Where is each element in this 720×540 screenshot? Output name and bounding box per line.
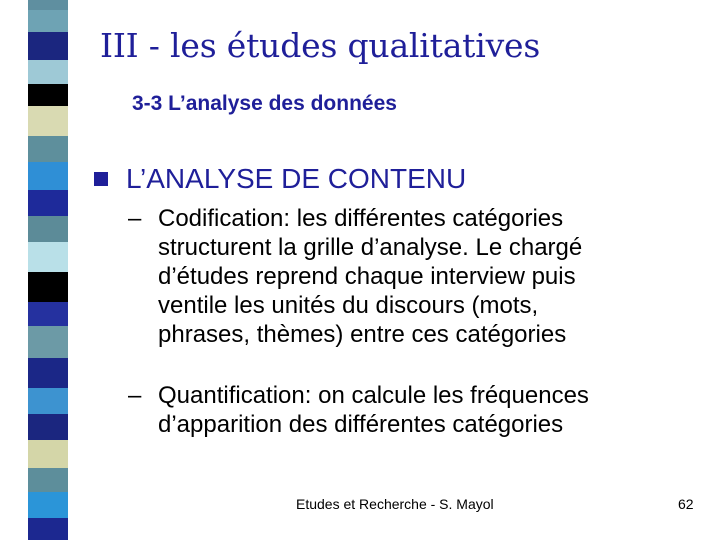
stripe-block [28, 388, 68, 414]
square-bullet-icon [94, 172, 108, 186]
stripe-block [28, 10, 68, 32]
stripe-block [28, 162, 68, 190]
stripe-block [28, 106, 68, 136]
stripe-block [28, 326, 68, 358]
page-number: 62 [678, 496, 694, 512]
stripe-block [28, 492, 68, 518]
stripe-block [28, 414, 68, 440]
dash-icon: – [128, 382, 142, 409]
slide-subtitle: 3-3 L’analyse des données [132, 92, 397, 115]
stripe-block [28, 136, 68, 162]
dash-icon: – [128, 205, 142, 232]
sub-bullet-codification [128, 204, 688, 349]
stripe-block [28, 302, 68, 326]
stripe-block [28, 468, 68, 492]
sub-bullet-line [128, 381, 688, 410]
stripe-block [28, 242, 68, 272]
stripe-block [28, 518, 68, 540]
stripe-block [28, 272, 68, 302]
stripe-block [28, 358, 68, 388]
slide-footer: Etudes et Recherche - S. Mayol [296, 496, 494, 512]
sub-bullet-line: d’apparition des différentes catégories [158, 411, 564, 438]
sub-bullet-line: d’études reprend chaque interview puis [158, 263, 576, 290]
stripe-block [28, 216, 68, 242]
sub-bullet-line: ventile les unités du discours (mots, [158, 292, 539, 319]
sub-bullet-text: Quantification: on calcule les fréquences [158, 382, 589, 409]
stripe-block [28, 0, 68, 10]
stripe-block [28, 32, 68, 60]
sub-bullet-line: structurent la grille d’analyse. Le chargé [158, 234, 583, 261]
sub-bullet-line: phrases, thèmes) entre ces catégories [158, 321, 567, 348]
stripe-block [28, 60, 68, 84]
slide-title: III - les études qualitatives [100, 26, 541, 65]
main-bullet-text: L’ANALYSE DE CONTENU [126, 163, 467, 194]
sub-bullet-quantification [128, 381, 688, 439]
sub-bullet-text: Codification: les différentes catégories [158, 205, 564, 232]
decorative-stripe [28, 0, 68, 540]
stripe-block [28, 440, 68, 468]
stripe-block [28, 190, 68, 216]
sub-bullet-line [128, 204, 688, 233]
main-bullet [94, 162, 466, 196]
stripe-block [28, 84, 68, 106]
